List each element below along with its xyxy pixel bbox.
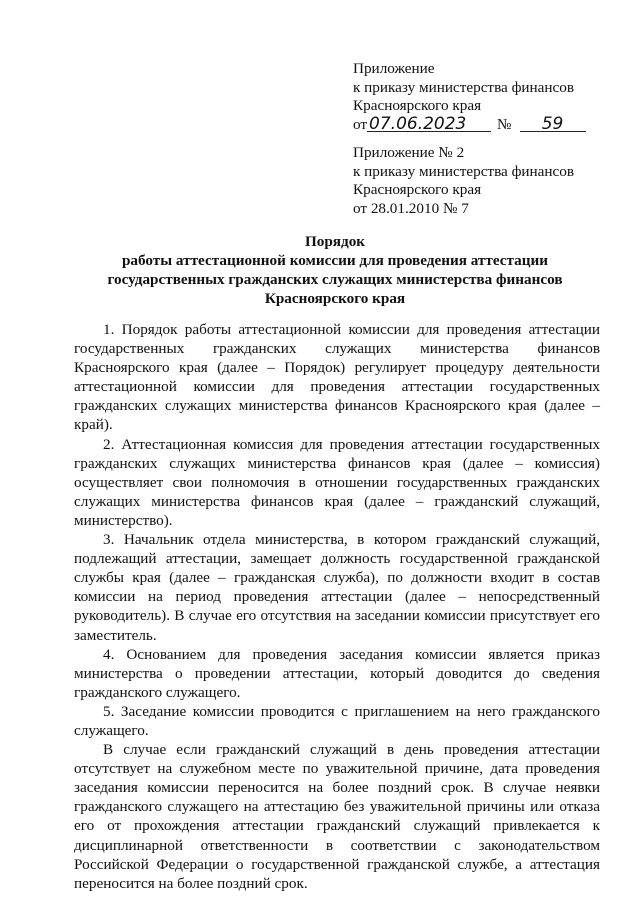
paragraph-2: 2. Аттестационная комиссия для проведения аттестации государственных гражданских служащих министерства финансов края (далее – комиссия) осуществляет свои полномочия в отношении государственных гражданских служащих министерства финансов края (далее – гражданский служащий, министерство). [74,435,600,529]
title-line-1: Порядок [304,233,366,250]
attachment-1-line-1: Приложение [353,60,435,77]
title-line-3: государственных гражданских служащих министерства финансов [107,271,563,288]
attachment-2-line-4: от 28.01.2010 № 7 [353,199,469,217]
handwritten-date: 07.06.2023 [367,117,491,132]
attachment-2-line-1: Приложение № 2 [353,144,465,161]
attachment-2-line-2: к приказу министерства финансов [353,162,575,180]
paragraph-4: 4. Основанием для проведения заседания комиссии является приказ министерства о проведении аттестации, который доводится до сведения гражданского служащего. [74,645,600,701]
attachment-1-date-line [353,113,586,135]
document-body [74,320,600,893]
paragraph-6: В случае если гражданский служащий в день проведения аттестации отсутствует на служебном месте по уважительной причине, дата проведения заседания комиссии переносится на более поздний срок. В случае неявки гражданского служащего на аттестацию без уважительной причины или отказа его от прохождения аттестации гражданский служащий привлекается к дисциплинарной ответственности в соответствии с законодательством Российской Федерации о государственной гражданской службе, а аттестация переносится на более поздний срок. [74,741,600,892]
number-sign: № [497,115,512,133]
attachment-1-line-2: к приказу министерства финансов [353,78,575,96]
title-line-4: Красноярского края [264,290,406,307]
attachment-1-line-3: Красноярского края [353,97,482,114]
date-prefix: от [353,115,368,133]
handwritten-number: 59 [520,117,586,132]
attachment-block-1 [353,60,586,134]
title-line-2: работы аттестационной комиссии для проведения аттестации [121,252,549,269]
attachment-2-line-3: Красноярского края [353,181,482,198]
paragraph-3: 3. Начальник отдела министерства, в котором гражданский служащий, подлежащий аттестации, замещает должность государственной гражданской службы края (далее – гражданская служба), по должности входит в состав комиссии на период проведения аттестации (далее – непосредственный руководитель). В случае его отсутствия на заседании комиссии присутствует его заместитель. [74,531,600,644]
attachment-block-2 [353,144,574,218]
paragraph-1: 1. Порядок работы аттестационной комиссии для проведения аттестации государственных гражданских служащих министерства финансов Красноярского края (далее – Порядок) регулирует процедуру деятельности аттестационной комиссии для проведения аттестации государственных гражданских служащих министерства финансов Красноярского края (далее – край). [74,321,600,434]
document-title [70,232,600,308]
paragraph-5: 5. Заседание комиссии проводится с приглашением на него гражданского служащего. [74,702,600,739]
